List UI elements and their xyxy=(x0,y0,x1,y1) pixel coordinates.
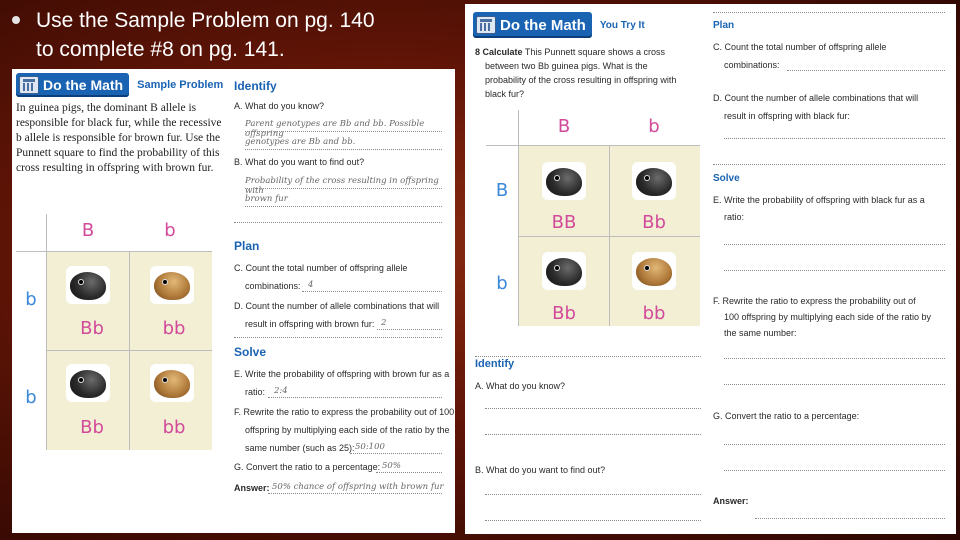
answer-line xyxy=(724,244,945,245)
question-e-line1: E. Write the probability of offspring with brown fur as a xyxy=(234,369,450,379)
genotype-label: Bb xyxy=(80,318,104,339)
identify-heading: Identify xyxy=(475,358,515,370)
question-f-line1: F. Rewrite the ratio to express the probability out of xyxy=(713,296,916,306)
question-e-line2: ratio: xyxy=(245,387,266,397)
header-row xyxy=(519,110,700,145)
genotype-label: bb xyxy=(162,318,186,339)
answer-line xyxy=(302,291,442,292)
answer-line xyxy=(485,494,701,495)
black-guinea-pig-image xyxy=(632,162,676,200)
calculator-icon xyxy=(476,16,496,34)
answer-line xyxy=(245,188,442,189)
banner-title: Do the Math xyxy=(500,16,586,34)
answer-line xyxy=(245,149,442,150)
problem-line: b allele is responsible for brown fur. Use the xyxy=(16,132,221,144)
answer-line xyxy=(724,270,945,271)
answer-g: 50% xyxy=(382,461,401,471)
brown-guinea-pig-image xyxy=(632,252,676,290)
answer-b-line2: brown fur xyxy=(245,194,288,204)
answer-line xyxy=(485,520,701,521)
question-e-line1: E. Write the probability of offspring with black fur as a xyxy=(713,195,925,205)
question-c-line1: C. Count the total number of offspring allele xyxy=(713,42,887,52)
answer-line xyxy=(377,329,442,330)
black-guinea-pig-image xyxy=(66,364,110,402)
banner-badge xyxy=(16,73,129,97)
question-f-line2: 100 offspring by multiplying each side of the ratio by xyxy=(724,312,931,322)
section-divider xyxy=(234,222,442,223)
section-divider xyxy=(234,337,442,338)
question-c-line2: combinations: xyxy=(245,281,301,291)
question-text: between two Bb guinea pigs. What is the xyxy=(485,61,648,71)
sample-problem-page xyxy=(12,69,455,533)
identify-heading: Identify xyxy=(234,79,277,93)
problem-line: cross resulting in offspring with brown fur. xyxy=(16,162,214,174)
answer-line xyxy=(485,434,701,435)
answer-line xyxy=(787,70,945,71)
top-allele: b xyxy=(164,220,176,241)
corner-cell xyxy=(486,110,518,145)
answer-line xyxy=(724,138,945,139)
plan-heading: Plan xyxy=(234,239,260,253)
answer-f: 50:100 xyxy=(355,442,385,452)
top-allele: B xyxy=(81,220,95,241)
brown-guinea-pig-image xyxy=(150,266,194,304)
answer-line xyxy=(724,470,945,471)
problem-line: In guinea pigs, the dominant B allele is xyxy=(16,102,197,114)
question-text: black fur? xyxy=(485,89,525,99)
brown-guinea-pig-image xyxy=(150,364,194,402)
black-guinea-pig-image xyxy=(542,162,586,200)
side-allele: b xyxy=(25,289,37,310)
answer-d: 2 xyxy=(381,318,387,328)
bullet-text xyxy=(36,6,466,64)
bullet-line-1: Use the Sample Problem on pg. 140 xyxy=(36,9,375,32)
question-a: A. What do you know? xyxy=(234,101,325,111)
question-c-line1: C. Count the total number of offspring allele xyxy=(234,263,408,273)
question-text: probability of the cross resulting in offspring with xyxy=(485,75,677,85)
question-d-line2: result in offspring with brown fur: xyxy=(245,319,375,329)
question-b: B. What do you want to find out? xyxy=(475,465,606,475)
section-divider xyxy=(475,356,701,357)
question-e-line2: ratio: xyxy=(724,212,745,222)
top-allele: b xyxy=(648,116,660,137)
banner-subtitle: You Try It xyxy=(599,19,645,31)
genotype-label: Bb xyxy=(80,417,104,438)
question-f-line3: the same number: xyxy=(724,328,797,338)
punnett-square-sample xyxy=(16,214,212,450)
question-c-line2: combinations: xyxy=(724,60,780,70)
bullet-dot-icon xyxy=(12,16,20,24)
problem-line: Punnett square to find the probability of this xyxy=(16,147,220,159)
genotype-label: Bb xyxy=(552,303,576,324)
answer-a-line1: Parent genotypes are Bb and bb. Possible offspring xyxy=(245,119,425,139)
answer-line xyxy=(724,384,945,385)
question-f-line1: F. Rewrite the ratio to express the probability out of 100 xyxy=(234,407,455,417)
answer-e: 2:4 xyxy=(274,386,288,396)
answer-line xyxy=(485,408,701,409)
you-try-it-page xyxy=(465,4,956,534)
side-allele: b xyxy=(496,273,508,294)
genotype-label: BB xyxy=(551,212,577,233)
punnett-square-practice xyxy=(486,110,700,326)
question-f-line3: same number (such as 25): xyxy=(245,443,355,453)
genotype-label: bb xyxy=(162,417,186,438)
solve-heading: Solve xyxy=(234,345,267,359)
question-g: G. Convert the ratio to a percentage: xyxy=(713,411,860,421)
banner-badge xyxy=(473,12,592,38)
calculator-icon xyxy=(19,76,39,94)
plan-heading: Plan xyxy=(713,20,735,31)
banner-title: Do the Math xyxy=(43,77,124,93)
solve-heading: Solve xyxy=(713,173,740,184)
side-allele: b xyxy=(25,387,37,408)
answer-label: Answer: xyxy=(234,483,270,493)
answer-line xyxy=(245,206,442,207)
answer-line xyxy=(245,131,442,132)
answer-c: 4 xyxy=(308,280,314,290)
bullet-line-2: to complete #8 on pg. 141. xyxy=(36,38,285,61)
top-allele: B xyxy=(557,116,571,137)
final-answer: 50% chance of offspring with brown fur xyxy=(272,482,444,492)
answer-line xyxy=(350,453,442,454)
question-a: A. What do you know? xyxy=(475,381,566,391)
corner-cell xyxy=(16,214,46,251)
banner-subtitle: Sample Problem xyxy=(137,79,224,91)
answer-line xyxy=(268,493,442,494)
question-d-line1: D. Count the number of allele combinations that will xyxy=(234,301,440,311)
question-text: This Punnett square shows a cross xyxy=(524,47,665,57)
answer-line xyxy=(724,444,945,445)
question-d-line2: result in offspring with black fur: xyxy=(724,111,850,121)
answer-a-line2: genotypes are Bb and bb. xyxy=(245,137,356,147)
question-number: 8 xyxy=(475,47,481,57)
side-allele: B xyxy=(495,180,509,201)
header-row xyxy=(47,214,212,251)
answer-label: Answer: xyxy=(713,496,749,506)
problem-line: responsible for black fur, while the recessive xyxy=(16,117,222,129)
header-col xyxy=(486,146,518,326)
answer-line xyxy=(268,397,442,398)
black-guinea-pig-image xyxy=(542,252,586,290)
question-verb: Calculate xyxy=(482,47,523,57)
answer-line xyxy=(376,472,442,473)
question-b: B. What do you want to find out? xyxy=(234,157,365,167)
header-col xyxy=(16,252,46,450)
answer-line xyxy=(724,358,945,359)
question-g: G. Convert the ratio to a percentage: xyxy=(234,462,381,472)
section-divider xyxy=(713,12,945,13)
do-the-math-banner xyxy=(473,12,645,38)
question-f-line2: offspring by multiplying each side of the ratio by the xyxy=(245,425,450,435)
black-guinea-pig-image xyxy=(66,266,110,304)
answer-line xyxy=(755,518,945,519)
do-the-math-banner xyxy=(16,73,223,97)
genotype-label: Bb xyxy=(642,212,666,233)
section-divider xyxy=(713,164,945,165)
answer-b-line1: Probability of the cross resulting in offspring with xyxy=(245,176,439,196)
question-d-line1: D. Count the number of allele combinations that will xyxy=(713,93,919,103)
genotype-label: bb xyxy=(642,303,666,324)
